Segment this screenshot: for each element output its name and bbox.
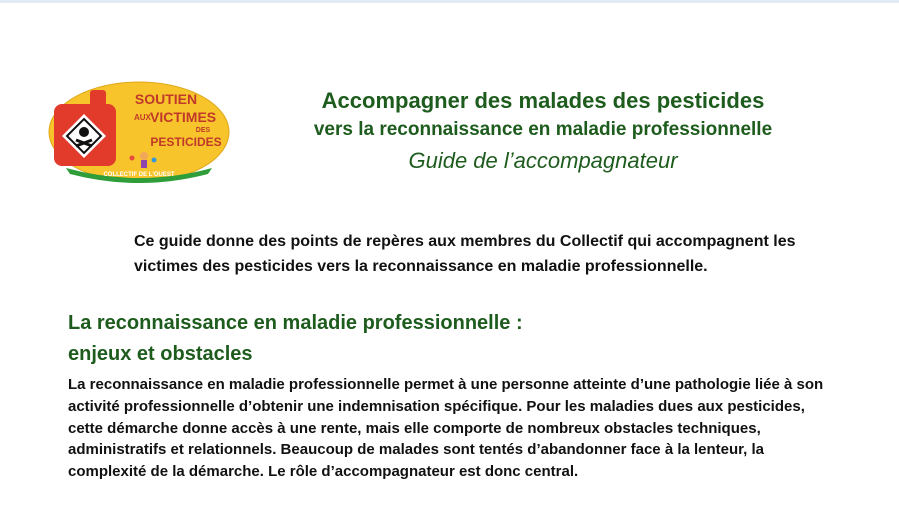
svg-text:AUX: AUX	[134, 113, 151, 122]
section-heading-line-2: enjeux et obstacles	[68, 343, 253, 365]
svg-text:VICTIMES: VICTIMES	[150, 109, 217, 125]
svg-text:SOUTIEN: SOUTIEN	[134, 91, 198, 107]
title-line-1: Accompagner des malades des pesticides	[321, 88, 765, 113]
top-border	[0, 0, 899, 3]
section-body: La reconnaissance en maladie professionnelle permet à une personne atteinte d’une pathologie liée à son activité professionnelle d’obtenir une indemnisation spécifique. Pour les maladies dues aux pesticides, cette démarche donne accès à une rente, mais elle comporte de nombreux obstacles techniques, administratifs et relationnels. Beaucoup de malades sont tentés d’abandonner face à la lenteur, la complexité de la démarche. Le rôle d’accompagnateur est donc central.	[68, 376, 824, 481]
document-title	[250, 86, 836, 178]
title-line-2: vers la reconnaissance en maladie professionnelle	[313, 119, 773, 140]
svg-text:DES: DES	[195, 127, 211, 134]
intro-paragraph: Ce guide donne des points de repères aux membres du Collectif qui accompagnent les victimes des pesticides vers la reconnaissance en maladie professionnelle.	[134, 233, 796, 275]
section-heading-line-1: La reconnaissance en maladie professionnelle :	[68, 312, 523, 334]
title-subtitle: Guide de l’accompagnateur	[408, 148, 678, 173]
svg-text:COLLECTIF DE L'OUEST: COLLECTIF DE L'OUEST	[103, 172, 175, 178]
collectif-logo	[46, 80, 232, 186]
section-heading	[68, 308, 523, 370]
svg-text:PESTICIDES: PESTICIDES	[150, 135, 222, 149]
